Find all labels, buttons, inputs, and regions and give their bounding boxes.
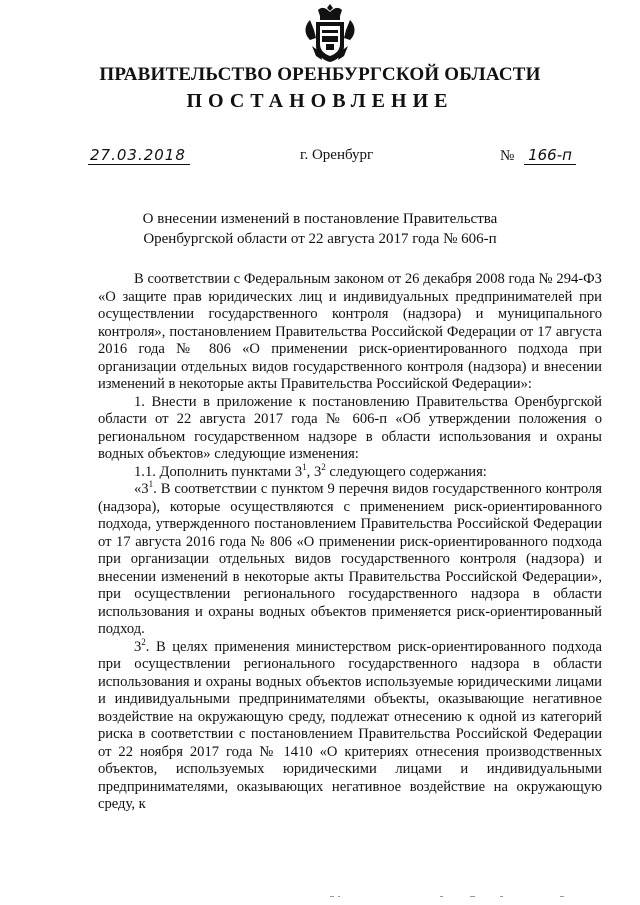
- subject-line-1: О внесении изменений в постановление Правительства: [142, 211, 498, 227]
- number-label: №: [500, 148, 515, 164]
- document-subject: [0, 209, 640, 249]
- scan-artifacts: [0, 896, 640, 902]
- document-city: г. Оренбург: [300, 147, 374, 163]
- paragraph-item-1: 1. Внести в приложение к постановлению Правительства Оренбургской области от 22 августа 2017 года № 606-п «Об утверждении положения о региональном государственном надзоре в области использования и охраны водных объектов» следующие изменения:: [98, 393, 602, 462]
- document-number-block: [500, 146, 576, 165]
- document-kind: ПОСТАНОВЛЕНИЕ: [186, 90, 454, 112]
- subject-line-2: Оренбургской области от 22 августа 2017 года № 606-п: [143, 231, 497, 247]
- document-number: 166-п: [524, 146, 576, 165]
- paragraph-item-1-1: 1.1. Дополнить пунктами $3^1$, $3^2$ следующего содержания:: [134, 461, 487, 480]
- paragraph-point-3-1: «$3^1$. В соответствии с пунктом 9 перечня видов государственного контроля (надзора), которые осуществляются с применением риск-ориентированного подхода, утвержденного постановлением Правительства Российской Федерации от 17 августа 2016 года № 806 «О применении риск-ориентированного подхода при организации отдельных видов государственного контроля (надзора) и внесении изменений в некоторые акты Правительства Российской Федерации», при осуществлении регионального государственного надзора в области использования и охраны водных объектов применяется риск-ориентированный подход.: [98, 479, 602, 637]
- paragraph-point-3-2: $3^2$. В целях применения министерством риск-ориентированного подхода при осуществлении регионального государственного надзора в области использования и охраны водных объектов используемые юридическими лицами и индивидуальными предпринимателями объекты, оказывающие негативное воздействие на окружающую среду, подлежат отнесению к одной из категорий риска в соответствии с постановлением Правительства Российской Федерации от 22 ноября 2017 года № 1410 «О критериях отнесения производственных объектов, используемых юридическими лицами и индивидуальными предпринимателями, оказывающих негативное воздействие на окружающую среду, к: [98, 636, 602, 812]
- document-meta: [0, 146, 640, 168]
- government-title: ПРАВИТЕЛЬСТВО ОРЕНБУРГСКОЙ ОБЛАСТИ: [99, 64, 541, 85]
- paragraph-preamble: В соответствии с Федеральным законом от 26 декабря 2008 года № 294-ФЗ «О защите прав юридических лиц и индивидуальных предпринимателей при осуществлении государственного контроля (надзора) и муниципального контроля», постановлением Правительства Российской Федерации от 17 августа 2016 года № 806 «О применении риск-ориентированного подхода при организации отдельных видов государственного контроля (надзора) и внесении изменений в некоторые акты Правительства Российской Федерации»:: [98, 271, 602, 392]
- coat-of-arms-icon: [300, 2, 360, 66]
- document-date: 27.03.2018: [88, 146, 190, 165]
- document-body: [98, 271, 602, 814]
